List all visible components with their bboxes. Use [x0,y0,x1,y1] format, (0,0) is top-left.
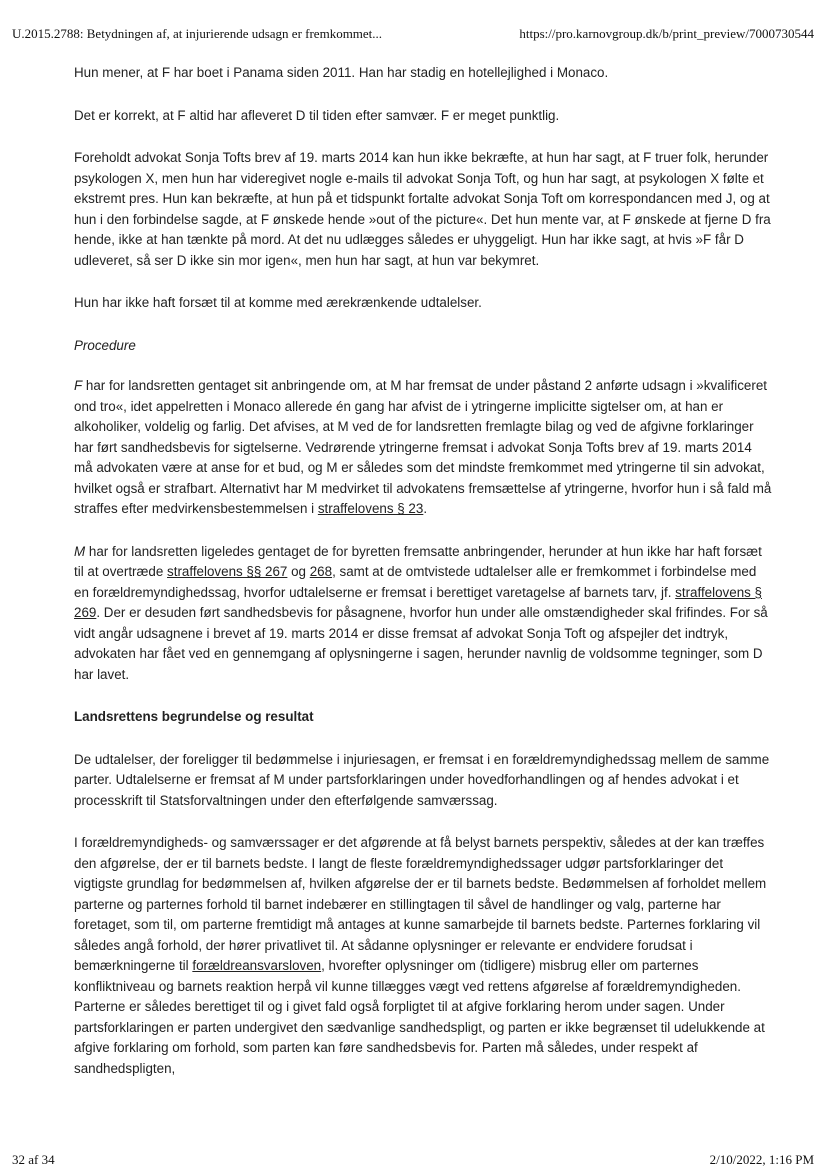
paragraph: I forældremyndigheds- og samværssager er det afgørende at få belyst barnets perspektiv, således at der kan træffes den afgørelse, der er til barnets bedste. I langt de fleste forældremyndighedssager udgør partsforklaringer det vigtigste grundlag for bedømmelsen af, hvilken afgørelse der er til barnets bedste. Bedømmelsen af forholdet mellem parterne og parternes forhold til barnet indebærer en stillingtagen til såvel de handlinger og valg, parterne har foretaget, som til, om parterne fremtidigt må antages at kunne samarbejde til barnets bedste. Parternes forklaring vil således angå forhold, der hører privatlivet til. At sådanne oplysninger er relevante er endvidere forudsat i bemærkningerne til forældreansvarsloven, hvorefter oplysninger om (tidligere) misbrug eller om parternes konfliktniveau og barnets reaktion herpå vil kunne tillægges vægt ved rettens afgørelse af forældremyndigheden. Parterne er således berettiget til og i givet fald også forpligtet til at afgive forklaring herom under sagen. Under partsforklaringen er parten undergivet den sædvanlige sandhedspligt, og parten er ikke begrænset til udelukkende at afgive forklaring om forhold, som parten kan føre sandhedsbevis for. Parten må således, under respekt af sandhedspligten, [74,835,767,1076]
document-url: https://pro.karnovgroup.dk/b/print_preview/7000730544 [519,26,814,41]
paragraph-procedure-m: M har for landsretten ligeledes gentaget de for byretten fremsatte anbringender, herunder at hun ikke har haft forsæt til at overtræde straffelovens §§ 267 og 268, samt at de omtvistede udtalelser alle er fremkommet i forbindelse med en forældremyndighedssag, hvorfor udtalelserne er fremsat i berettiget varetagelse af barnets tarv, jf. straffelovens § 269. Der er desuden ført sandhedsbevis for påsagnene, hvorfor hun under alle omstændigheder skal frifindes. For så vidt angår udsagnene i brevet af 19. marts 2014 er disse fremsat af advokat Sonja Toft og afspejler det indtryk, advokaten har fået ved en gennemgang af oplysningerne i sagen, herunder navnlig de voldsomme tegninger, som D har lavet. [74,543,768,682]
paragraph: Hun har ikke haft forsæt til at komme med ærekrænkende udtalelser. [74,295,482,310]
paragraph: Det er korrekt, at F altid har afleveret D til tiden efter samvær. F er meget punktlig. [74,107,560,123]
print-timestamp: 2/10/2022, 1:16 PM [709,1152,814,1167]
paragraph: De udtalelser, der foreligger til bedømmelse i injuriesagen, er fremsat i en forældremyndighedssag mellem de samme parter. Udtalelserne er fremsat af M under partsforklaringen under hovedforhandlingen og af hendes advokat i et processkrift til Statsforvaltningen under den efterfølgende samværssag. [74,751,770,808]
law-link-foraeldreansvarsloven[interactable]: forældreansvarsloven [192,958,322,973]
section-heading-result: Landsrettens begrundelse og resultat [74,709,314,724]
paragraph-procedure-f: F har for landsretten gentaget sit anbringende om, at M har fremsat de under påstand 2 anførte udsagn i »kvalificeret ond tro«, idet appelretten i Monaco allerede én gang har afvist de i ytringerne implicitte sigtelser om, at han er alkoholiker, voldelig og farlig. Det afvises, at M ved de for landsretten fremlagte bilag og ved de afgivne forklaringer har ført sandhedsbevis for sigtelserne. Vedrørende ytringerne fremsat i advokat Sonja Tofts brev af 19. marts 2014 må advokaten være at anse for et bud, og M er således som det mindste fremkommet med ytringerne til sin advokat, hvilket også er strafbart. Alternativt har M medvirket til advokatens fremsættelse af ytringerne, hvorfor hun i så fald må straffes efter medvirkensbestemmelsen i straffelovens § 23. [74,378,772,516]
law-link-straffelov-269[interactable]: straffelovens § 269 [74,584,762,620]
law-link-straffelov-267[interactable]: straffelovens §§ 267 [167,564,288,579]
paragraph: Hun mener, at F har boet i Panama siden 2011. Han har stadig en hotellejlighed i Monaco. [74,65,609,80]
law-link-straffelov-268[interactable]: 268 [309,564,333,579]
section-heading-procedure: Procedure [74,337,136,353]
party-label: M [74,543,86,559]
document-body [74,63,774,1101]
document-reference: U.2015.2788: Betydningen af, at injurierende udsagn er fremkommet... [12,26,383,41]
paragraph: Foreholdt advokat Sonja Tofts brev af 19. marts 2014 kan hun ikke bekræfte, at hun har sagt, at F truer folk, herunder psykologen X, men hun har videregivet nogle e-mails til advokat Sonja Toft, og hun har sagt, at psykologen X følte et ekstremt pres. Hun kan bekræfte, at hun på et tidspunkt fortalte advokat Sonja Toft om korrespondancen med J, og at hun i den forbindelse sagde, at F ønskede hende »out of the picture«. Det hun mente var, at F ønskede at fjerne D fra hende, ikke at han tænkte på mord. At det nu udlægges således er uhyggeligt. Hun har ikke sagt, at hvis »F får D udleveret, så ser D ikke sin mor igen«, men hun har sagt, at hun var bekymret. [74,150,771,268]
print-footer [0,1150,828,1169]
print-header [12,26,814,46]
page-counter: 32 af 34 [12,1152,55,1167]
law-link-straffelov-23[interactable]: straffelovens § 23 [317,501,424,516]
party-label: F [74,378,83,393]
